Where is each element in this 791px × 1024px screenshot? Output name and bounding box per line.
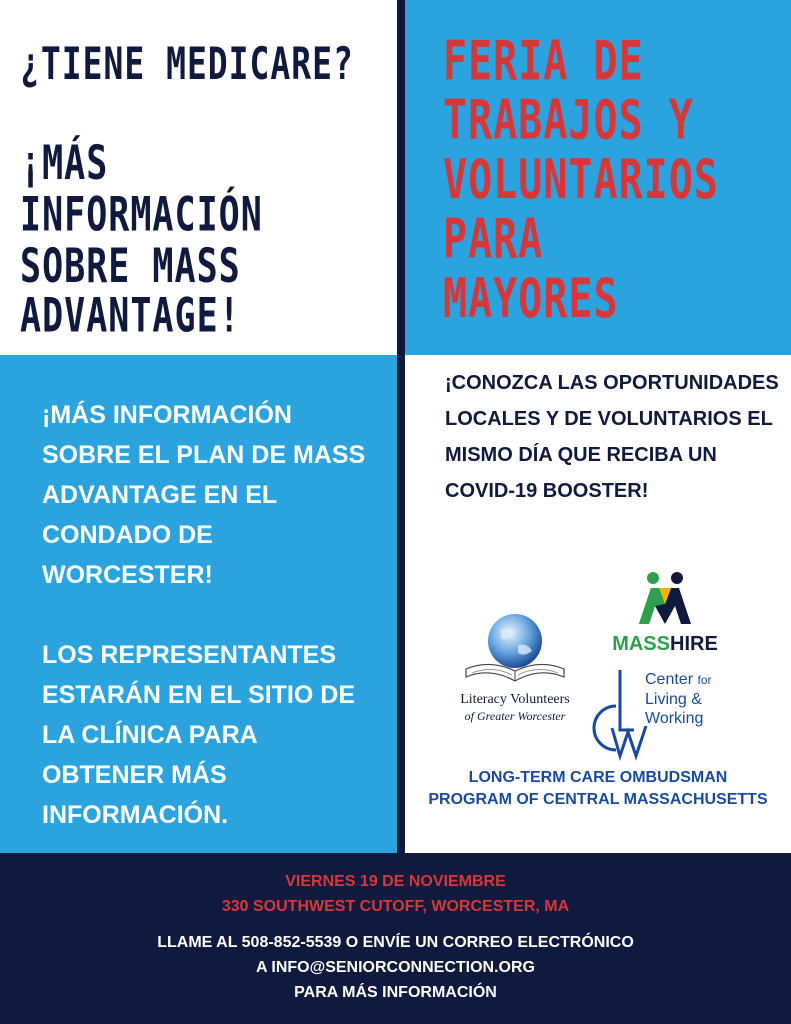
plan-info-paragraph: ¡MÁS INFORMACIÓN SOBRE EL PLAN DE MASS ADVANTAGE EN EL CONDADO DE WORCESTER! [42,401,366,589]
masshire-logo [585,570,745,655]
job-fair-headline [443,32,719,329]
clw-line-working: Working [645,710,704,727]
headline-line: SOBRE MASS [20,239,241,294]
opportunities-paragraph: ¡CONOZCA LAS OPORTUNIDADES LOCALES Y DE VOLUNTARIOS EL MISMO DÍA QUE RECIBA UN COVID-19 BOOSTER! [445,372,779,502]
mass-advantage-info [42,395,382,835]
job-fair-panel [405,0,791,355]
headline-line: ¡MÁS [20,137,109,192]
masshire-people-icon [633,570,697,626]
medicare-question: ¿TIENE MEDICARE? [20,37,354,90]
headline-line: ADVANTAGE! [20,290,241,345]
clw-wordmark [645,670,712,728]
contact-phone-line: LLAME AL 508-852-5539 O ENVÍE UN CORREO ELECTRÓNICO [157,934,634,951]
headline-line: FERIA DE [443,30,644,93]
contact-more-info-line: PARA MÁS INFORMACIÓN [294,984,497,1001]
event-date: VIERNES 19 DE NOVIEMBRE [285,873,506,890]
clw-line-for: for [697,673,712,687]
headline-line: INFORMACIÓN [20,188,263,243]
literacy-volunteers-name: Literacy Volunteers [460,692,570,707]
ombudsman-program: LONG-TERM CARE OMBUDSMAN PROGRAM OF CENTRAL MASSACHUSETTS [428,769,768,808]
center-living-working-logo [590,666,780,761]
opportunities-panel [405,355,791,853]
medicare-panel [0,0,397,355]
headline-line: VOLUNTARIOS [443,149,719,212]
mass-advantage-info-panel [0,355,397,853]
literacy-volunteers-subtitle: of Greater Worcester [464,709,566,723]
representatives-paragraph: LOS REPRESENTANTES ESTARÁN EN EL SITIO DE LA CLÍNICA PARA OBTENER MÁS INFORMACIÓN. [42,641,356,829]
event-footer [0,853,791,1024]
masshire-hire: HIRE [670,633,718,655]
headline-line: MAYORES [443,268,619,331]
headline-line: PARA [443,208,544,271]
contact-info [0,930,791,1005]
contact-email-line: A INFO@SENIORCONNECTION.ORG [255,959,535,976]
headline-line: TRABAJOS Y [443,90,694,153]
event-address: 330 SOUTHWEST CUTOFF, WORCESTER, MA [221,898,570,915]
masshire-mass: MASS [612,633,670,655]
globe-book-icon [460,611,570,689]
mass-advantage-headline [20,137,263,345]
clw-line-living: Living & [645,691,702,708]
clw-line-center: Center [645,671,694,688]
center-divider [397,0,405,853]
literacy-volunteers-logo [440,611,590,723]
masshire-wordmark [585,633,745,655]
event-details [0,869,791,919]
